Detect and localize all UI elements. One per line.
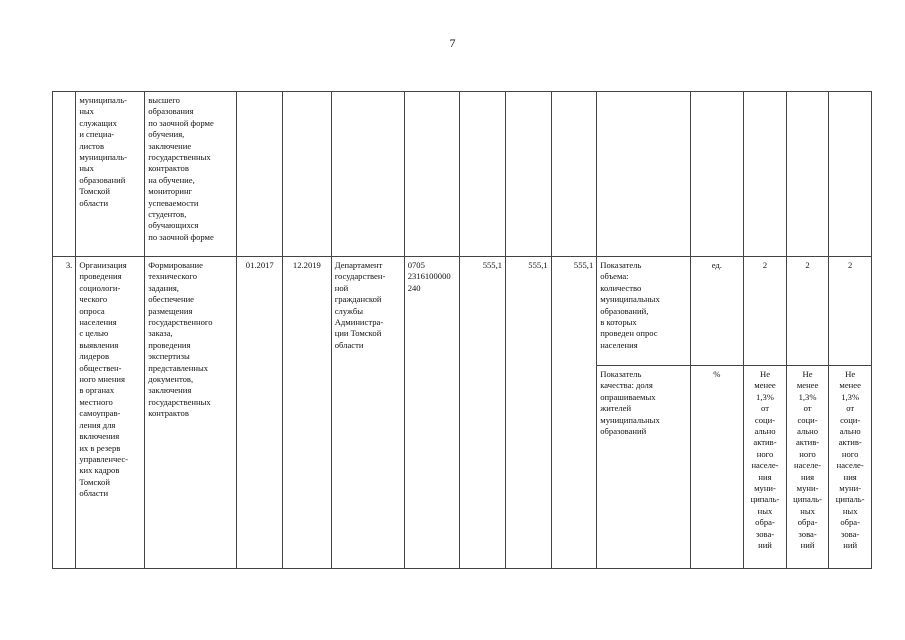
value-cell: 2 bbox=[786, 257, 829, 366]
date-end-cell: 12.2019 bbox=[283, 257, 332, 569]
date-end-cell bbox=[283, 92, 332, 257]
value-cell bbox=[786, 92, 829, 257]
value-cell: 2 bbox=[829, 257, 872, 366]
amount-cell bbox=[460, 92, 506, 257]
activity-cell: высшего образования по заочной форме обучения, заключение государственных контрактов на обучение, мониторинг успеваемости студентов, обучающихся по заочной форме bbox=[145, 92, 237, 257]
value-cell: Не менее 1,3% от соци- ально актив- ного населе- ния муни- ципаль- ных обра- зова- ний bbox=[786, 366, 829, 569]
code-cell: 0705 2316100000 240 bbox=[404, 257, 460, 569]
executor-cell: Департамент государствен- ной гражданской службы Администра- ции Томской области bbox=[331, 257, 404, 569]
unit-cell: % bbox=[690, 366, 744, 569]
amount-cell bbox=[506, 92, 552, 257]
activity-cell: Формирование технического задания, обеспечение размещения государственного заказа, проведения экспертизы представленных документов, заключения государственных контрактов bbox=[145, 257, 237, 569]
value-cell: Не менее 1,3% от соци- ально актив- ного населе- ния муни- ципаль- ных обра- зова- ний bbox=[829, 366, 872, 569]
executor-cell bbox=[331, 92, 404, 257]
row-number-cell: 3. bbox=[53, 257, 76, 569]
date-start-cell: 01.2017 bbox=[237, 257, 283, 569]
page-number: 7 bbox=[449, 36, 456, 50]
amount-cell bbox=[551, 92, 597, 257]
row-number-cell bbox=[53, 92, 76, 257]
table-row bbox=[53, 92, 872, 257]
value-cell bbox=[744, 92, 787, 257]
table-row bbox=[53, 257, 872, 366]
indicator-cell bbox=[597, 92, 690, 257]
amount-cell: 555,1 bbox=[506, 257, 552, 569]
unit-cell: ед. bbox=[690, 257, 744, 366]
value-cell: 2 bbox=[744, 257, 787, 366]
indicator-cell: Показатель качества: доля опрашиваемых жителей муниципальных образований bbox=[597, 366, 690, 569]
amount-cell: 555,1 bbox=[551, 257, 597, 569]
indicator-cell: Показатель объема: количество муниципальных образований, в которых проведен опрос населения bbox=[597, 257, 690, 366]
code-cell bbox=[404, 92, 460, 257]
date-start-cell bbox=[237, 92, 283, 257]
event-cell: Организация проведения социологи- ческого опроса населения с целью выявления лидеров обществен- ного мнения в органах местного самоуправ- ления для включения их в резерв управленчес- ких кадров Томской области bbox=[76, 257, 145, 569]
unit-cell bbox=[690, 92, 744, 257]
program-table bbox=[52, 91, 872, 569]
amount-cell: 555,1 bbox=[460, 257, 506, 569]
participants-cell: муниципаль- ных служащих и специа- листов муниципаль- ных образований Томской области bbox=[76, 92, 145, 257]
value-cell: Не менее 1,3% от соци- ально актив- ного населе- ния муни- ципаль- ных обра- зова- ний bbox=[744, 366, 787, 569]
value-cell bbox=[829, 92, 872, 257]
